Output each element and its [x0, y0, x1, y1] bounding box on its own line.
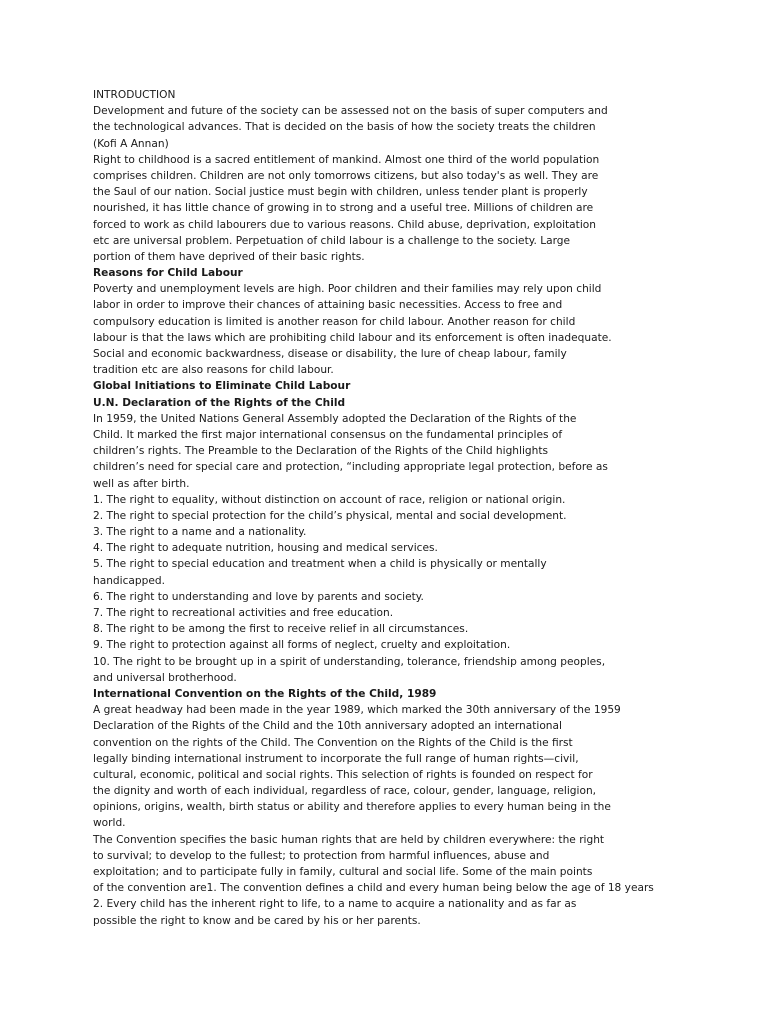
text-line: 8. The right to be among the first to receive relief in all circumstances. [93, 623, 469, 636]
text-line: convention on the rights of the Child. The Convention on the Rights of the Child is the first [93, 736, 573, 749]
text-line: Development and future of the society can be assessed not on the basis of super computers and [93, 105, 608, 118]
text-line: the dignity and worth of each individual, regardless of race, colour, gender, language, religion, [93, 785, 597, 798]
text-line: A great headway had been made in the year 1989, which marked the 30th anniversary of the 1959 [93, 704, 621, 717]
text-line: 7. The right to recreational activities and free education. [93, 607, 394, 619]
text-line: Poverty and unemployment levels are high. Poor children and their families may rely upon child [93, 283, 602, 296]
text-line: 6. The right to understanding and love by parents and society. [93, 590, 424, 603]
text-line: 4. The right to adequate nutrition, housing and medical services. [93, 542, 438, 555]
text-line: tradition etc are also reasons for child labour. [93, 364, 334, 377]
text-line: Right to childhood is a sacred entitlement of mankind. Almost one third of the world population [93, 153, 600, 166]
text-line: comprises children. Children are not only tomorrows citizens, but also today's as well. They are [93, 169, 599, 182]
text-line: nourished, it has little chance of growing in to strong and a useful tree. Millions of children are [93, 202, 594, 215]
text-line: The Convention specifies the basic human rights that are held by children everywhere: the right [93, 833, 605, 846]
text-line: children’s rights. The Preamble to the Declaration of the Rights of the Child highlights [93, 445, 549, 458]
text-line: (Kofi A Annan) [93, 137, 169, 150]
text-line: possible the right to know and be cared by his or her parents. [93, 914, 421, 927]
text-line: legally binding international instrument to incorporate the full range of human rights—civil, [93, 752, 579, 765]
text-line: Declaration of the Rights of the Child and the 10th anniversary adopted an international [93, 720, 562, 733]
section-heading: U.N. Declaration of the Rights of the Child [93, 396, 346, 409]
section-heading: Reasons for Child Labour [93, 267, 243, 280]
text-line: opinions, origins, wealth, birth status or ability and therefore applies to every human being in the [93, 801, 611, 814]
text-line: Social and economic backwardness, disease or disability, the lure of cheap labour, family [93, 348, 567, 360]
text-line: labor in order to improve their chances of attaining basic necessities. Access to free and [93, 299, 563, 312]
text-line: INTRODUCTION [93, 89, 176, 101]
text-line: 2. The right to special protection for the child’s physical, mental and social development. [93, 509, 567, 522]
text-line: the technological advances. That is decided on the basis of how the society treats the children [93, 121, 596, 134]
text-line: 2. Every child has the inherent right to life, to a name to acquire a nationality and as far as [93, 898, 577, 911]
text-line: labour is that the laws which are prohibiting child labour and its enforcement is often inadequate. [93, 331, 612, 344]
text-line: 5. The right to special education and treatment when a child is physically or mentally [93, 558, 547, 571]
text-line: Child. It marked the first major international consensus on the fundamental principles of [93, 428, 563, 441]
text-line: etc are universal problem. Perpetuation of child labour is a challenge to the society. Large [93, 234, 571, 247]
text-line: well as after birth. [93, 477, 190, 490]
text-line: portion of them have deprived of their basic rights. [93, 250, 365, 263]
text-line: compulsory education is limited is another reason for child labour. Another reason for child [93, 315, 576, 328]
text-line: and universal brotherhood. [93, 671, 237, 684]
section-heading: International Convention on the Rights of the Child, 1989 [93, 687, 437, 700]
text-line: 10. The right to be brought up in a spirit of understanding, tolerance, friendship among peoples, [93, 655, 606, 668]
text-line: of the convention are1. The convention defines a child and every human being below the age of 18 years [93, 882, 654, 895]
text-line: In 1959, the United Nations General Assembly adopted the Declaration of the Rights of the [93, 412, 577, 425]
section-heading: Global Initiations to Eliminate Child Labour [93, 380, 351, 393]
text-line: 9. The right to protection against all forms of neglect, cruelty and exploitation. [93, 639, 511, 652]
text-line: forced to work as child labourers due to various reasons. Child abuse, deprivation, exploitation [93, 218, 596, 231]
text-line: the Saul of our nation. Social justice must begin with children, unless tender plant is properly [93, 186, 588, 199]
text-line: exploitation; and to participate fully in family, cultural and social life. Some of the main points [93, 866, 593, 878]
text-line: world. [93, 817, 126, 830]
text-line: children’s need for special care and protection, “including appropriate legal protection, before as [93, 461, 608, 474]
text-line: handicapped. [93, 574, 165, 587]
text-line: 1. The right to equality, without distinction on account of race, religion or national origin. [93, 493, 566, 506]
text-line: to survival; to develop to the fullest; to protection from harmful influences, abuse and [93, 849, 550, 862]
document-page [93, 87, 653, 929]
text-line: cultural, economic, political and social rights. This selection of rights is founded on respect for [93, 768, 593, 781]
text-line: 3. The right to a name and a nationality. [93, 526, 307, 539]
